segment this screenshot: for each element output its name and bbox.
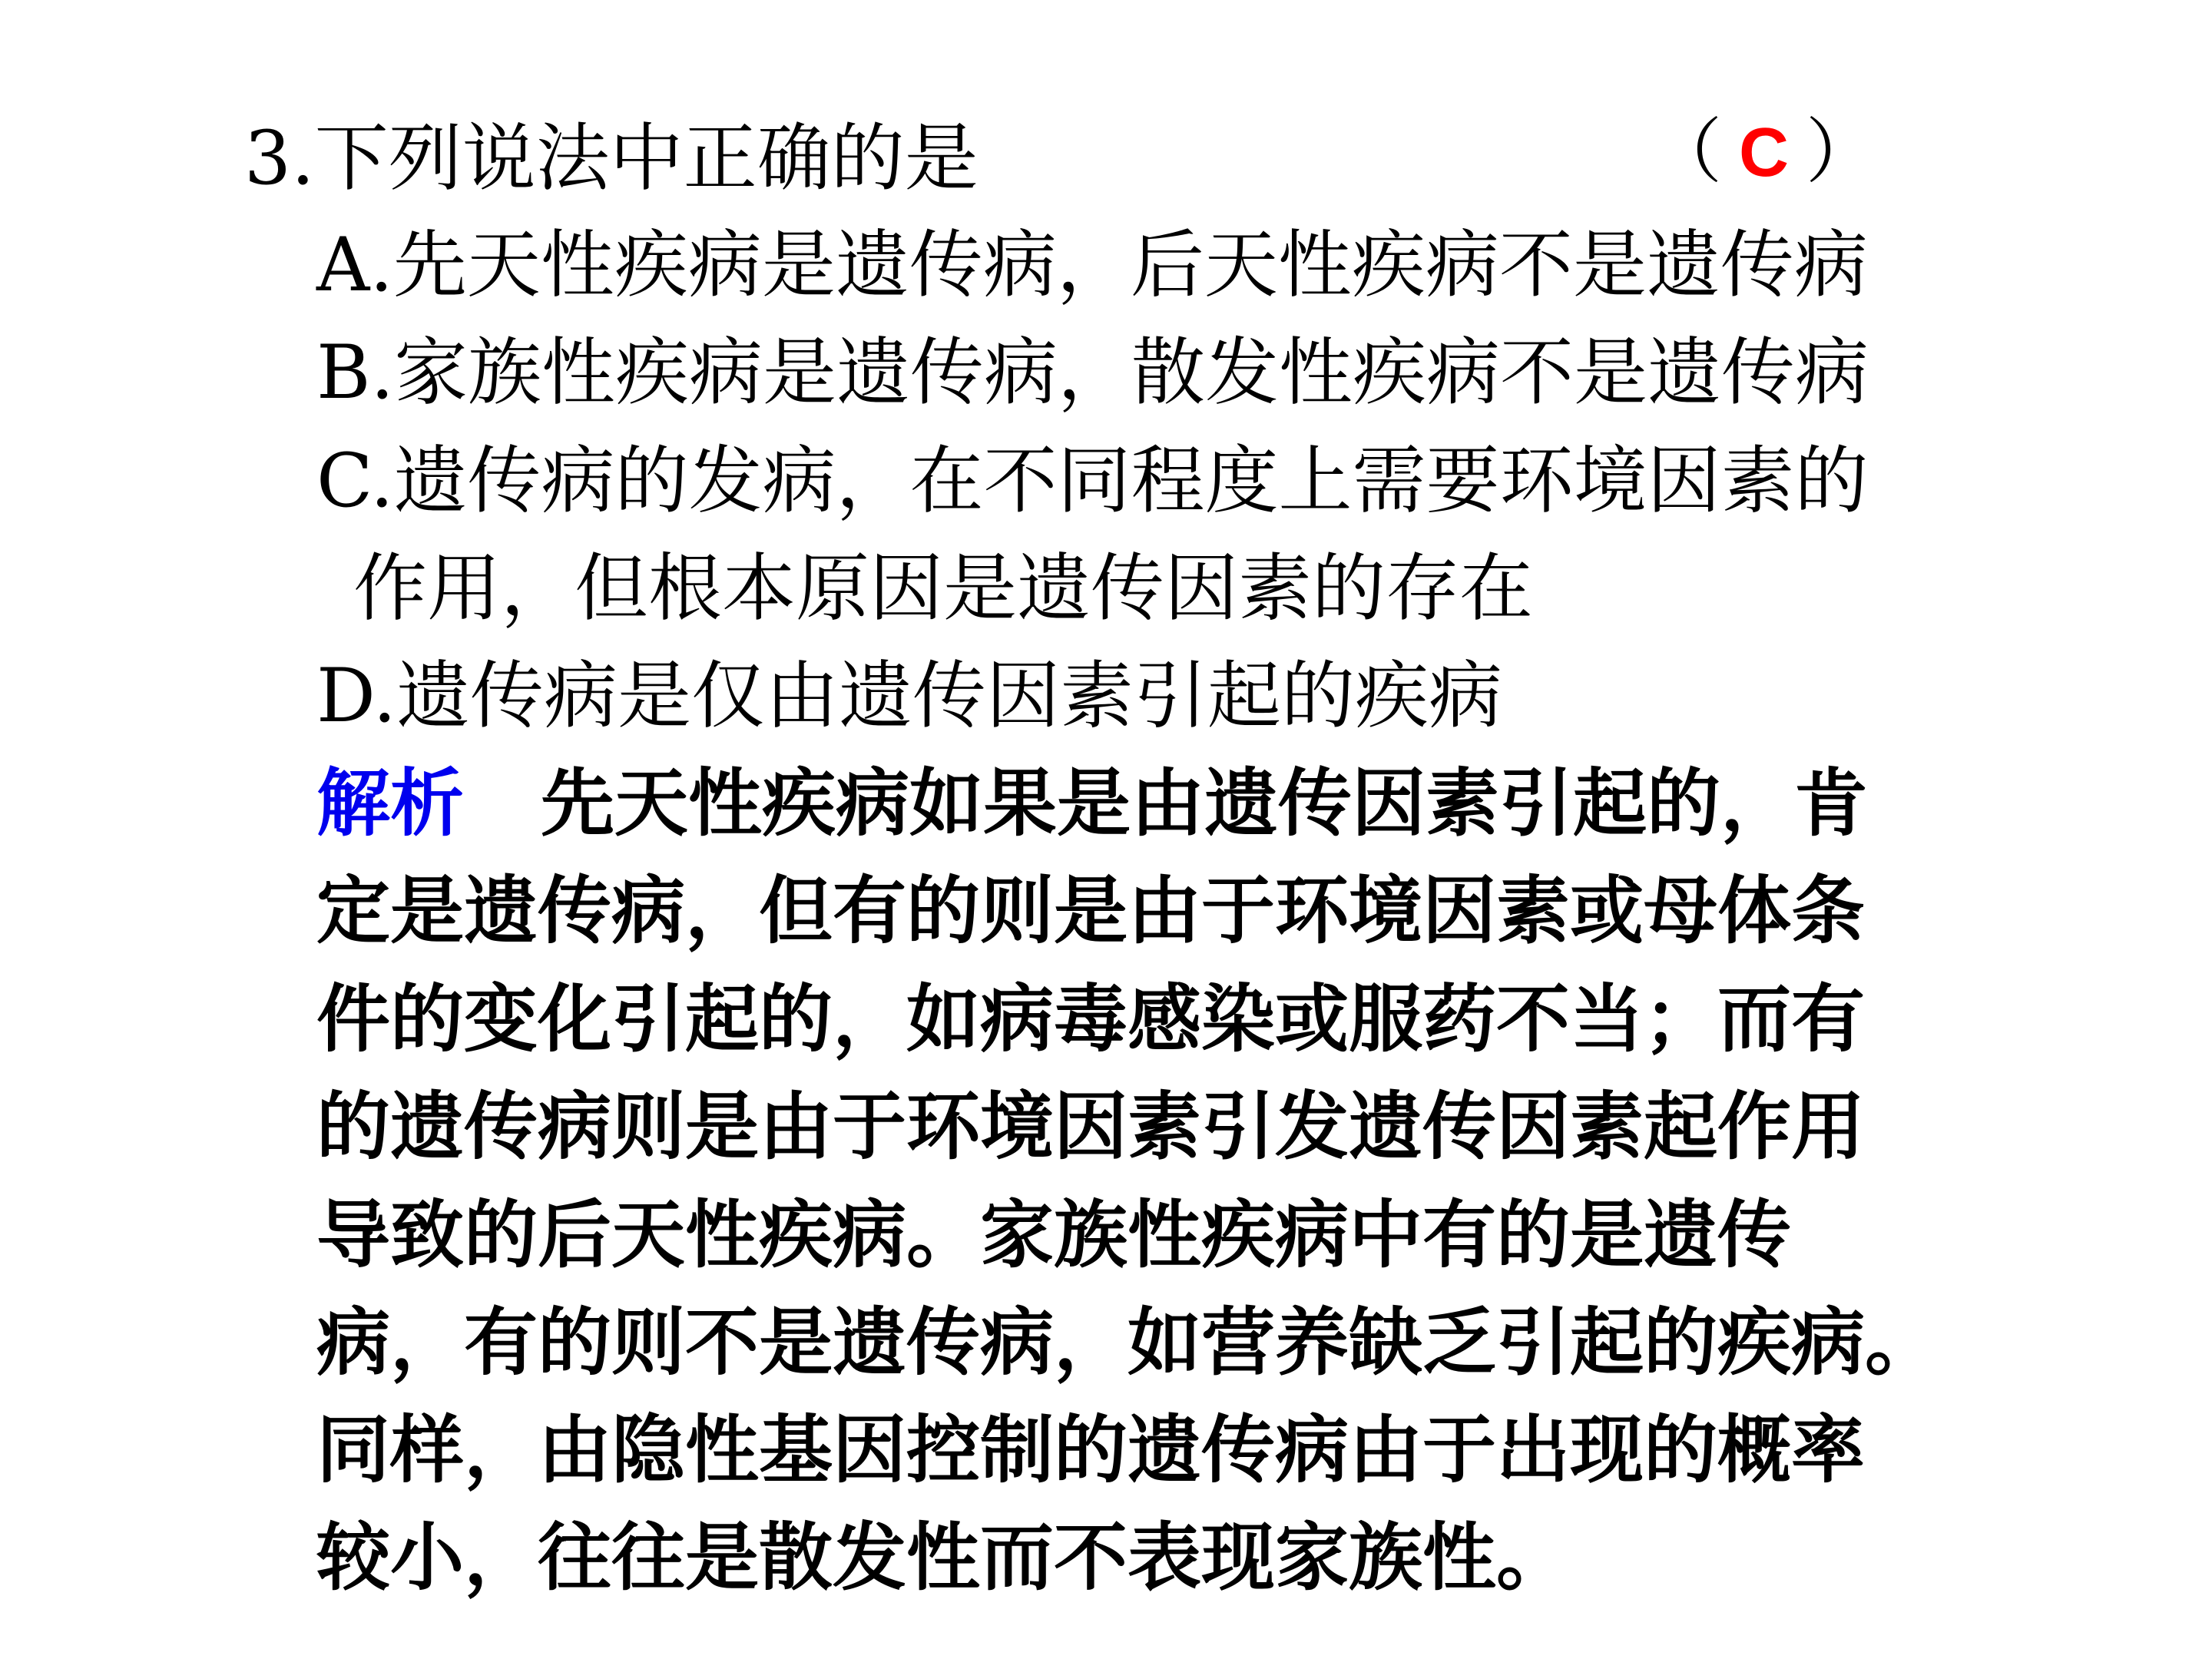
analysis-line-7: 同样，由隐性基因控制的遗传病由于出现的概率	[316, 1406, 1865, 1493]
question-text: 3.下列说法中正确的是	[244, 115, 979, 201]
analysis-line-2: 定是遗传病，但有的则是由于环境因素或母体条	[316, 867, 1865, 954]
analysis-line-6: 病，有的则不是遗传病，如营养缺乏引起的疾病。	[316, 1299, 1939, 1386]
option-b: B.家族性疾病是遗传病，散发性疾病不是遗传病	[316, 329, 1869, 416]
analysis-line-3: 件的变化引起的，如病毒感染或服药不当；而有	[316, 975, 1865, 1062]
answer-paren-close: ）	[1806, 111, 1877, 193]
option-a: A.先天性疾病是遗传病，后天性疾病不是遗传病	[316, 222, 1868, 308]
analysis-line-1	[316, 760, 1914, 846]
option-c-line-2: 作用，但根本原因是遗传因素的存在	[353, 545, 1533, 631]
analysis-line-4: 的遗传病则是由于环境因素引发遗传因素起作用	[316, 1083, 1865, 1170]
option-d: D.遗传病是仅由遗传因素引起的疾病	[316, 653, 1503, 739]
analysis-line-8: 较小，往往是散发性而不表现家族性。	[316, 1514, 1570, 1601]
answer-letter: C	[1739, 114, 1790, 191]
answer-bracket	[1651, 111, 1877, 193]
question-stem	[244, 115, 979, 201]
option-c-line-1: C.遗传病的发病，在不同程度上需要环境因素的	[316, 438, 1869, 524]
analysis-text: 先天性疾病如果是由遗传因素引起的，肯	[541, 760, 1868, 846]
analysis-label: 解析	[316, 760, 464, 846]
analysis-line-5: 导致的后天性疾病。家族性疾病中有的是遗传	[316, 1191, 1791, 1278]
answer-paren-open: （	[1651, 111, 1723, 193]
